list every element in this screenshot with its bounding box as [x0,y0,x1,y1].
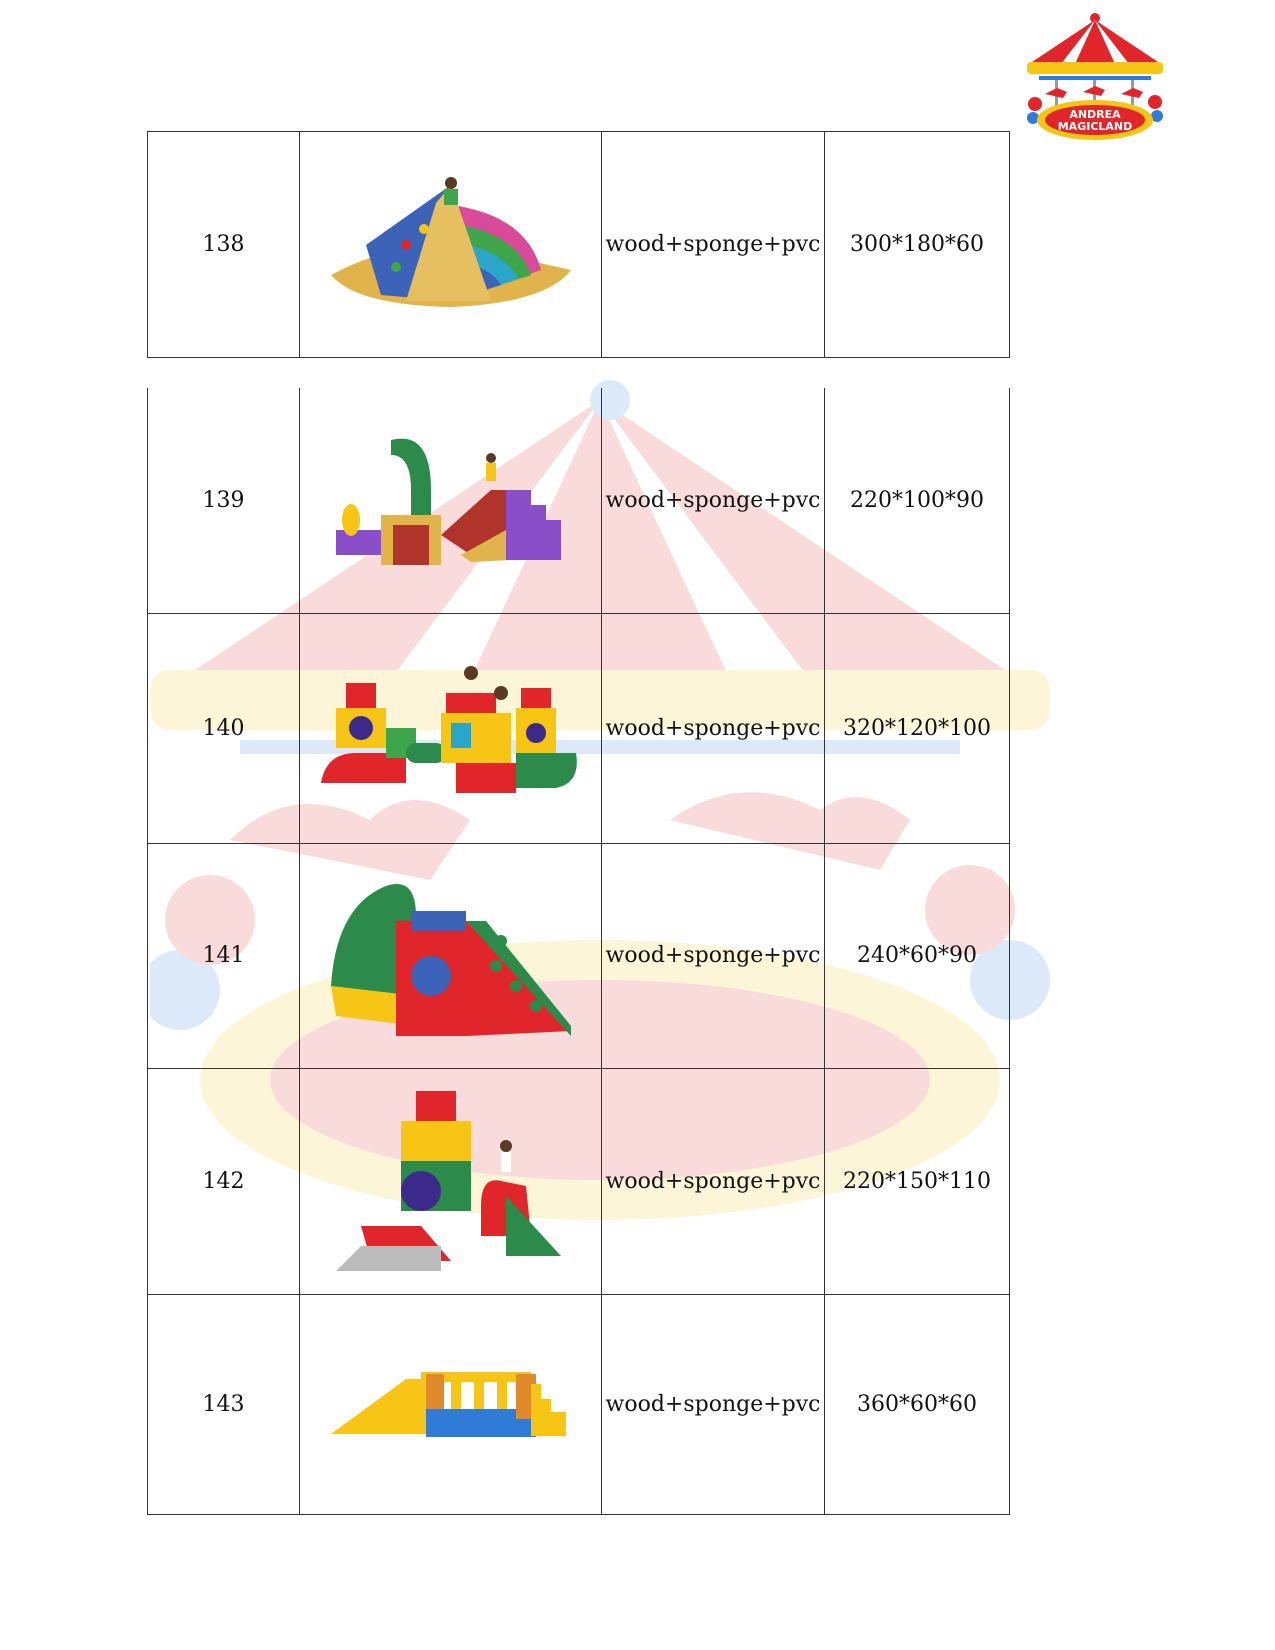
table-row [148,388,1010,613]
andrea-magicland-logo [1025,12,1165,144]
table-row [148,1068,1010,1294]
size-cell: 220*150*110 [825,1068,1010,1294]
item-number: 140 [148,613,300,843]
product-image-cell [300,1068,602,1294]
product-table-main [147,388,1010,1515]
size-cell: 360*60*60 [825,1294,1010,1514]
item-number: 141 [148,843,300,1068]
product-image-cell [300,132,602,358]
soft-play-arch-steps-slide-image [331,430,571,570]
item-number: 138 [148,132,300,358]
soft-play-tower-slide-image [331,1086,571,1276]
soft-play-tunnel-slide-image [326,866,576,1046]
product-image-cell [300,613,602,843]
table-row [148,843,1010,1068]
product-table-page-top [147,131,1010,358]
size-cell: 300*180*60 [825,132,1010,358]
soft-play-climbing-pyramid-image [326,175,576,315]
table-row [148,132,1010,358]
item-number: 142 [148,1068,300,1294]
product-image-cell [300,843,602,1068]
table-row [148,1294,1010,1514]
size-cell: 320*120*100 [825,613,1010,843]
size-cell: 220*100*90 [825,388,1010,613]
logo-text-line2: MAGICLAND [1057,120,1133,133]
soft-play-bridge-ramps-image [326,1364,576,1444]
material-cell: wood+sponge+pvc [602,613,825,843]
material-cell: wood+sponge+pvc [602,1294,825,1514]
material-cell: wood+sponge+pvc [602,1068,825,1294]
soft-play-train-set-image [316,653,586,803]
product-image-cell [300,1294,602,1514]
material-cell: wood+sponge+pvc [602,132,825,358]
item-number: 143 [148,1294,300,1514]
logo-text-line1: ANDREA [1069,108,1121,121]
table-row [148,613,1010,843]
product-image-cell [300,388,602,613]
item-number: 139 [148,388,300,613]
size-cell: 240*60*90 [825,843,1010,1068]
material-cell: wood+sponge+pvc [602,388,825,613]
material-cell: wood+sponge+pvc [602,843,825,1068]
